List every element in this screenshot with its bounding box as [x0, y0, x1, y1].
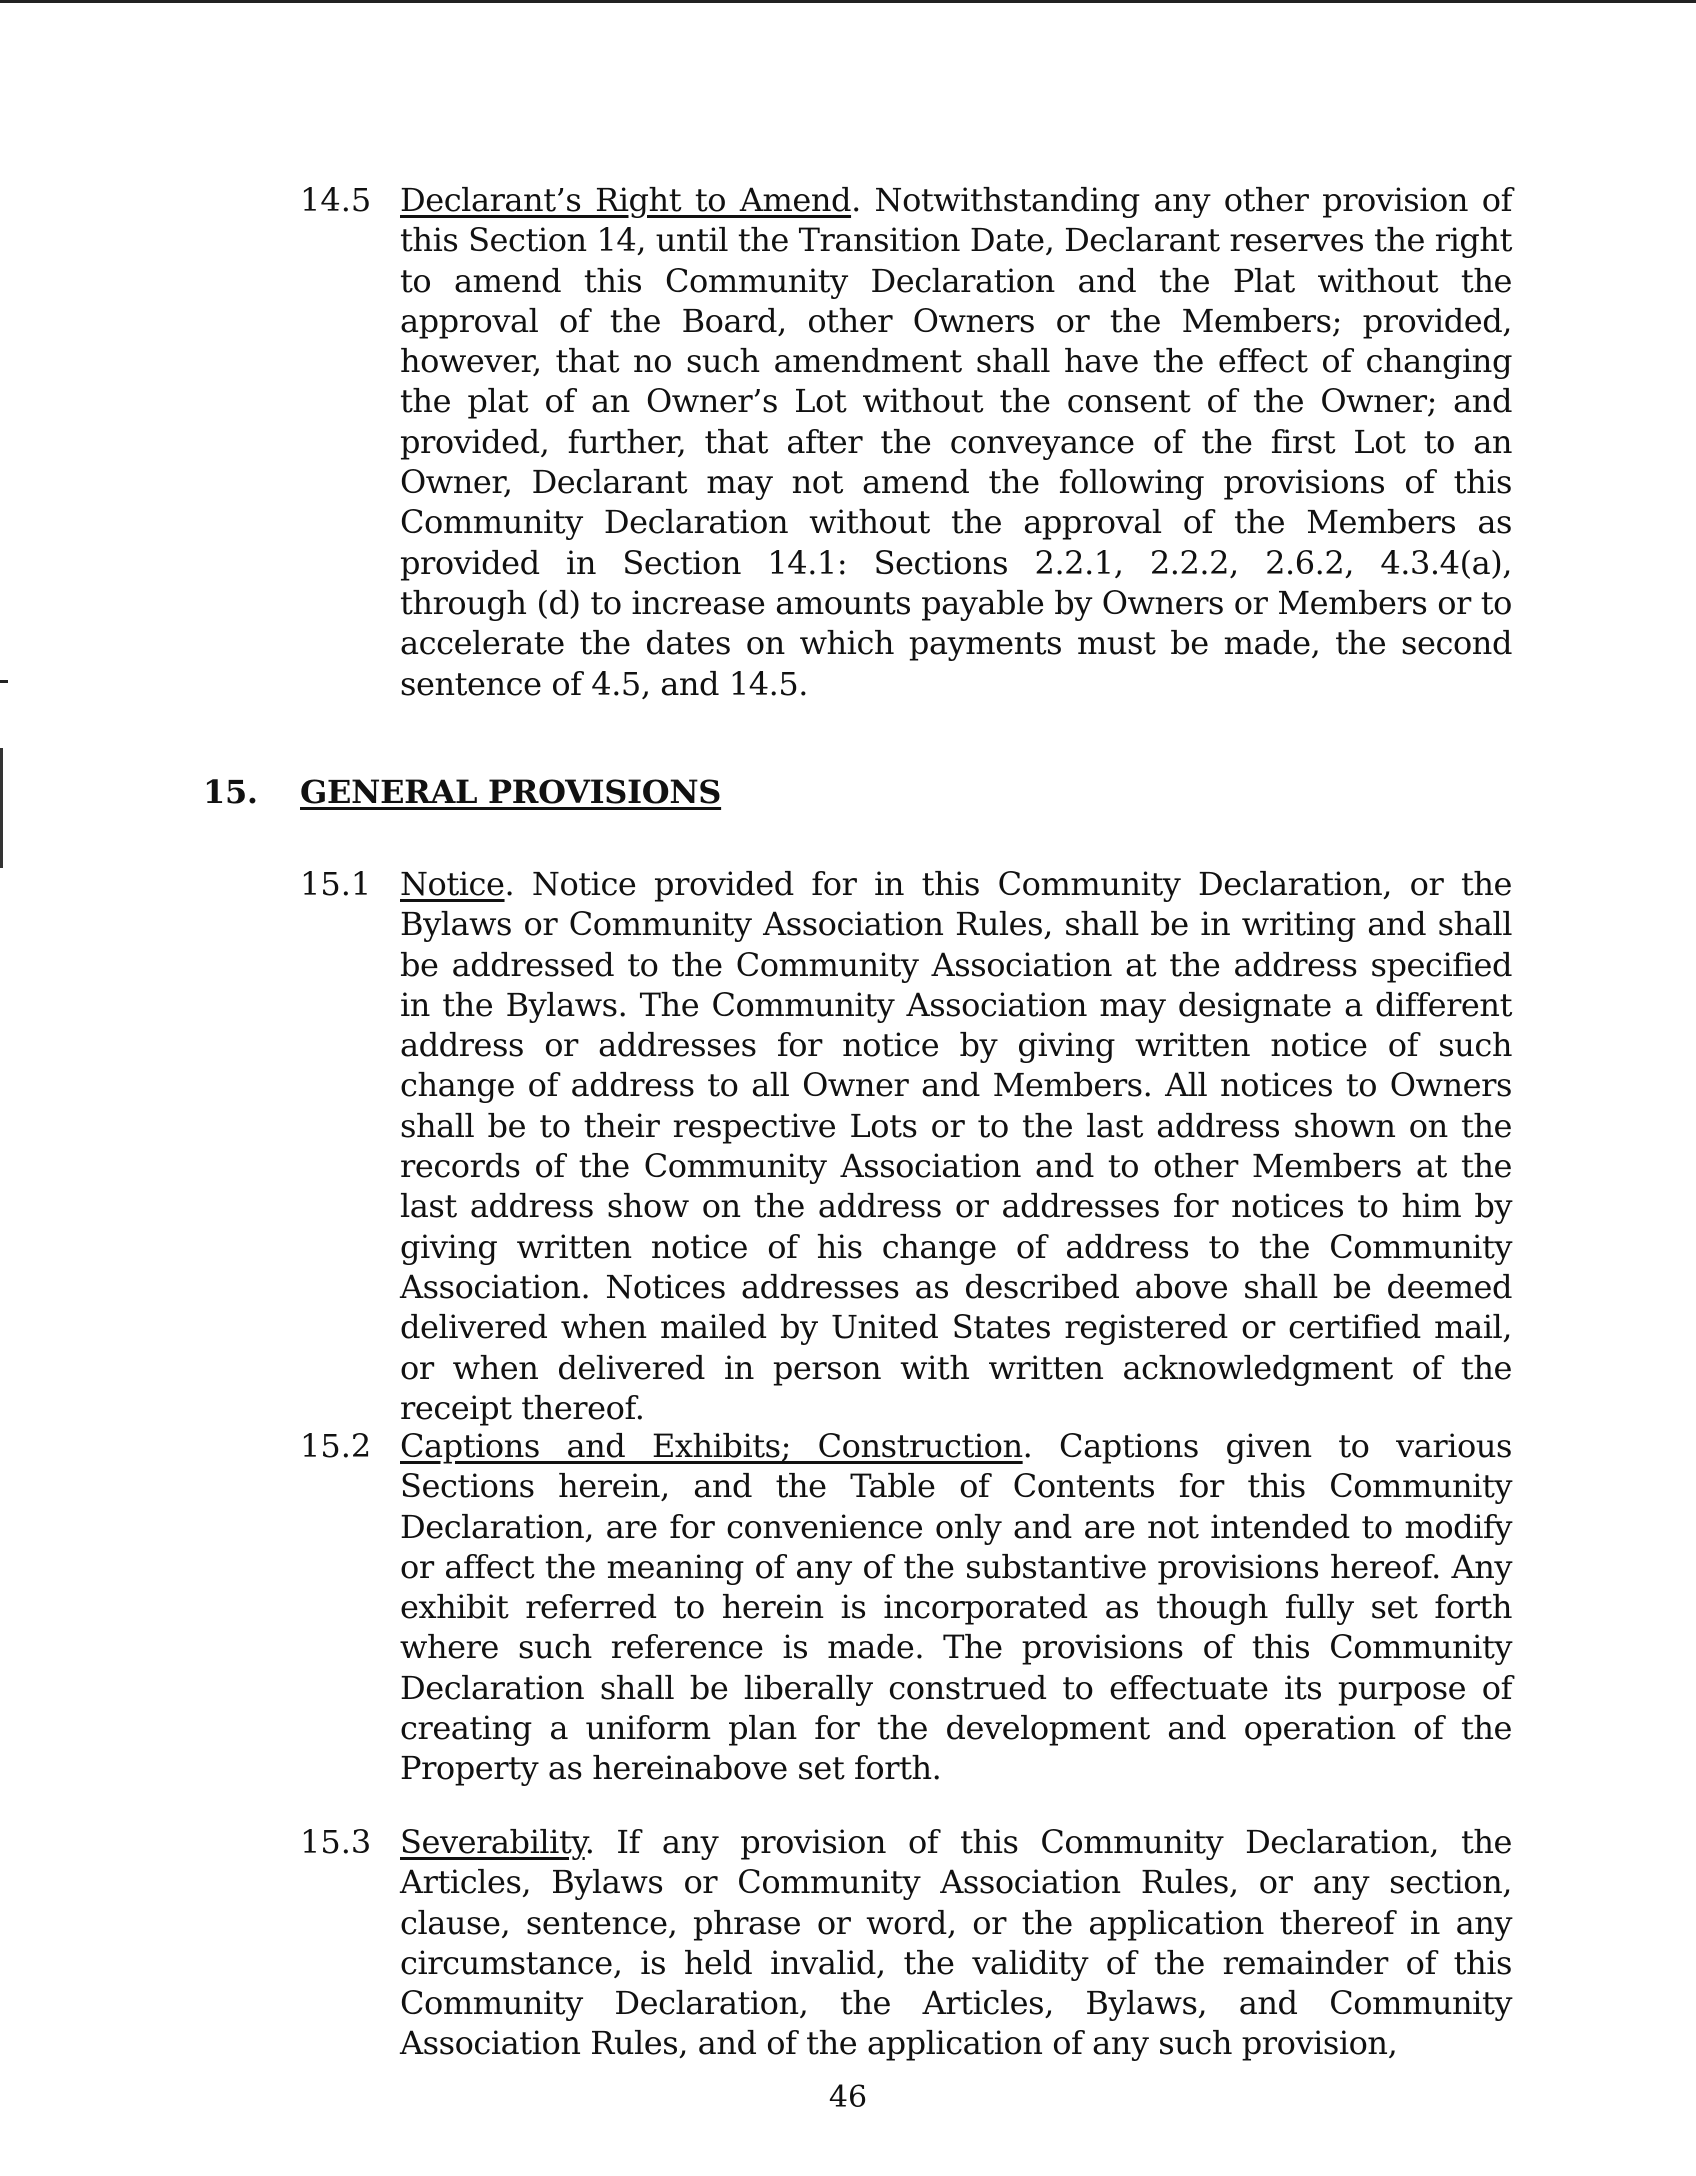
- section-heading-15: [203, 772, 721, 812]
- section-paragraph: [400, 1822, 1512, 2064]
- scan-left-edge: [0, 748, 3, 868]
- section-number: 15.1: [300, 865, 372, 903]
- section-paragraph: [400, 180, 1512, 704]
- section-title: Declarant’s Right to Amend: [400, 181, 852, 219]
- subsection: [300, 1822, 1512, 2064]
- section-title: Captions and Exhibits; Construction: [400, 1427, 1023, 1465]
- page-number: 46: [828, 2080, 868, 2115]
- section-14-5: [300, 180, 1512, 704]
- section-number: 14.5: [300, 181, 372, 219]
- section-text: . Captions given to various Sections herein, and the Table of Contents for this Community Declaration, are for convenience only and are not intended to modify or affect the meaning of any of the substantive provisions hereof. Any exhibit referred to herein is incorporated as though fully set forth where such reference is made. The provisions of this Community Declaration shall be liberally construed to effectuate its purpose of creating a uniform plan for the development and operation of the Property as hereinabove set forth.: [400, 1427, 1512, 1788]
- subsection: [300, 864, 1512, 1428]
- section-number: 15.2: [300, 1427, 372, 1465]
- section-text: . If any provision of this Community Declaration, the Articles, Bylaws or Community Association Rules, or any section, clause, sentence, phrase or word, or the application thereof in any circumstance, is held invalid, the validity of the remainder of this Community Declaration, the Articles, Bylaws, and Community Association Rules, and of the application of any such provision,: [400, 1823, 1512, 2063]
- section-title: Notice: [400, 865, 505, 903]
- section-paragraph: [400, 864, 1512, 1428]
- section-number: 15.3: [300, 1823, 372, 1861]
- scan-top-edge: [0, 0, 1696, 3]
- scan-left-mark: [0, 680, 8, 753]
- section-title: Severability: [400, 1823, 585, 1861]
- subsection: [300, 1426, 1512, 1789]
- section-text: . Notwithstanding any other provision of this Section 14, until the Transition Date, Declarant reserves the right to amend this Community Declaration and the Plat without the approval of the Board, other Owners or the Members; provided, however, that no such amendment shall have the effect of changing the plat of an Owner’s Lot without the consent of the Owner; and provided, further, that after the conveyance of the first Lot to an Owner, Declarant may not amend the following provisions of this Community Declaration without the approval of the Members as provided in Section 14.1: Sections 2.2.1, 2.2.2, 2.6.2, 4.3.4(a), through (d) to increase amounts payable by Owners or Members or to accelerate the dates on which payments must be made, the second sentence of 4.5, and 14.5.: [400, 181, 1512, 703]
- subsection: [300, 180, 1512, 704]
- section-15-3: [300, 1822, 1512, 2064]
- section-paragraph: [400, 1426, 1512, 1789]
- heading-title: GENERAL PROVISIONS: [300, 773, 722, 811]
- heading-number: 15.: [203, 773, 258, 811]
- section-15-1: [300, 864, 1512, 1428]
- section-text: . Notice provided for in this Community Declaration, or the Bylaws or Community Association Rules, shall be in writing and shall be addressed to the Community Association at the address specified in the Bylaws. The Community Association may designate a different address or addresses for notice by giving written notice of such change of address to all Owner and Members. All notices to Owners shall be to their respective Lots or to the last address shown on the records of the Community Association and to other Members at the last address show on the address or addresses for notices to him by giving written notice of his change of address to the Community Association. Notices addresses as described above shall be deemed delivered when mailed by United States registered or certified mail, or when delivered in person with written acknowledgment of the receipt thereof.: [400, 865, 1512, 1427]
- section-15-2: [300, 1426, 1512, 1789]
